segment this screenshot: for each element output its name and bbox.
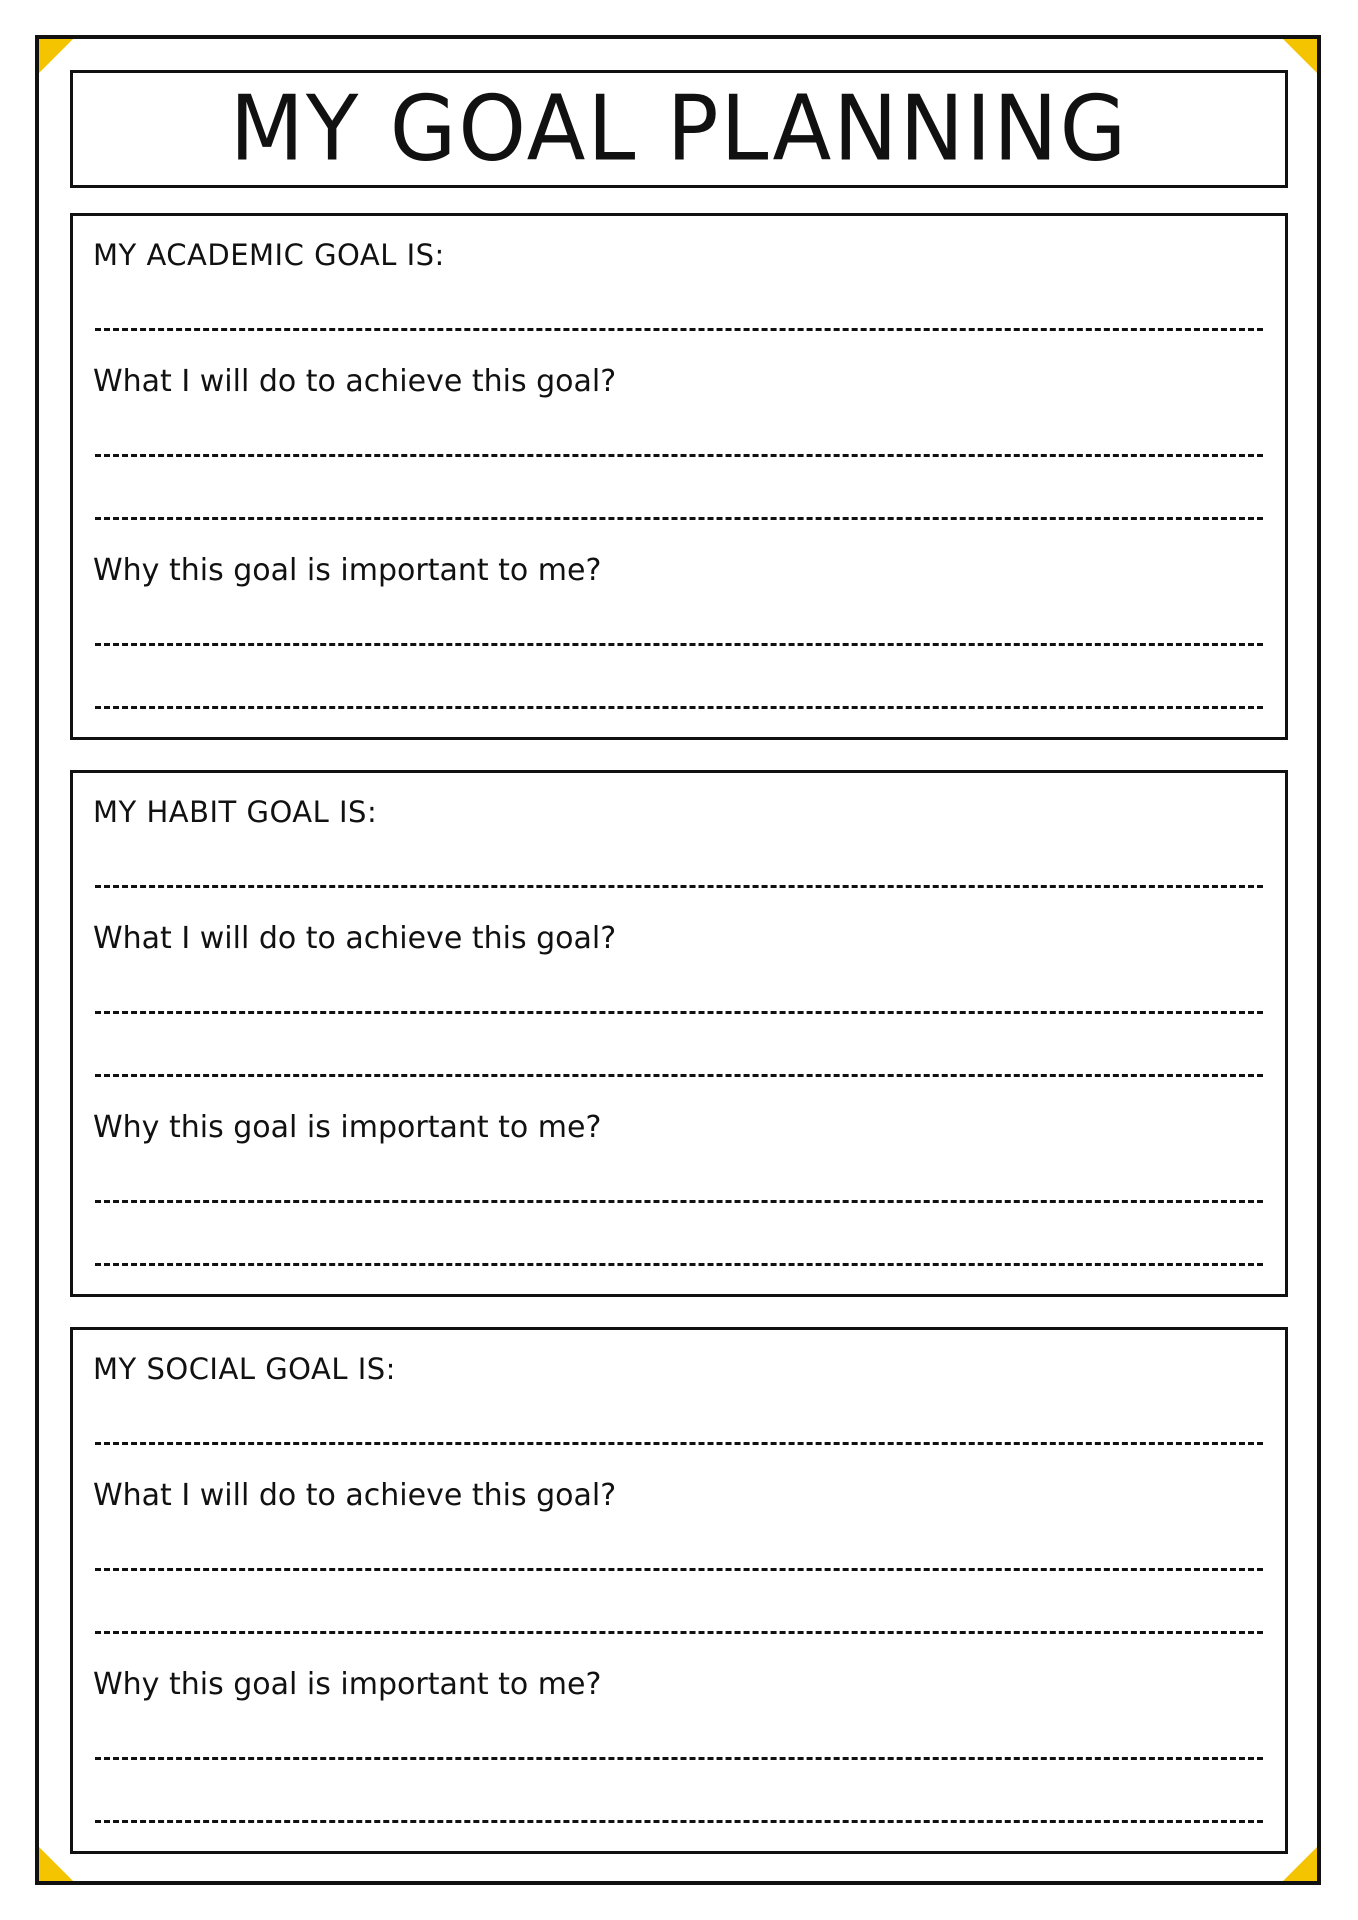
achieve-answer-line[interactable]	[95, 1074, 1263, 1077]
social-goal-section	[70, 1327, 1288, 1854]
why-answer-line[interactable]	[95, 1757, 1263, 1760]
achieve-prompt: What I will do to achieve this goal?	[93, 364, 617, 399]
section-heading: MY ACADEMIC GOAL IS:	[93, 238, 445, 272]
goal-answer-line[interactable]	[95, 885, 1263, 888]
why-answer-line[interactable]	[95, 1263, 1263, 1266]
why-prompt: Why this goal is important to me?	[93, 553, 602, 588]
academic-goal-section	[70, 213, 1288, 740]
achieve-answer-line[interactable]	[95, 1631, 1263, 1634]
achieve-prompt: What I will do to achieve this goal?	[93, 921, 617, 956]
why-prompt: Why this goal is important to me?	[93, 1667, 602, 1702]
achieve-answer-line[interactable]	[95, 454, 1263, 457]
page-title: MY GOAL PLANNING	[229, 76, 1129, 182]
achieve-answer-line[interactable]	[95, 1568, 1263, 1571]
corner-decoration-top-left	[39, 39, 73, 73]
achieve-answer-line[interactable]	[95, 517, 1263, 520]
section-heading: MY SOCIAL GOAL IS:	[93, 1352, 396, 1386]
goal-answer-line[interactable]	[95, 1442, 1263, 1445]
section-heading: MY HABIT GOAL IS:	[93, 795, 378, 829]
why-answer-line[interactable]	[95, 706, 1263, 709]
goal-answer-line[interactable]	[95, 328, 1263, 331]
habit-goal-section	[70, 770, 1288, 1297]
why-answer-line[interactable]	[95, 1820, 1263, 1823]
why-answer-line[interactable]	[95, 643, 1263, 646]
corner-decoration-bottom-left	[39, 1847, 73, 1881]
title-box	[70, 70, 1288, 188]
why-prompt: Why this goal is important to me?	[93, 1110, 602, 1145]
corner-decoration-bottom-right	[1283, 1847, 1317, 1881]
achieve-prompt: What I will do to achieve this goal?	[93, 1478, 617, 1513]
achieve-answer-line[interactable]	[95, 1011, 1263, 1014]
corner-decoration-top-right	[1283, 39, 1317, 73]
why-answer-line[interactable]	[95, 1200, 1263, 1203]
